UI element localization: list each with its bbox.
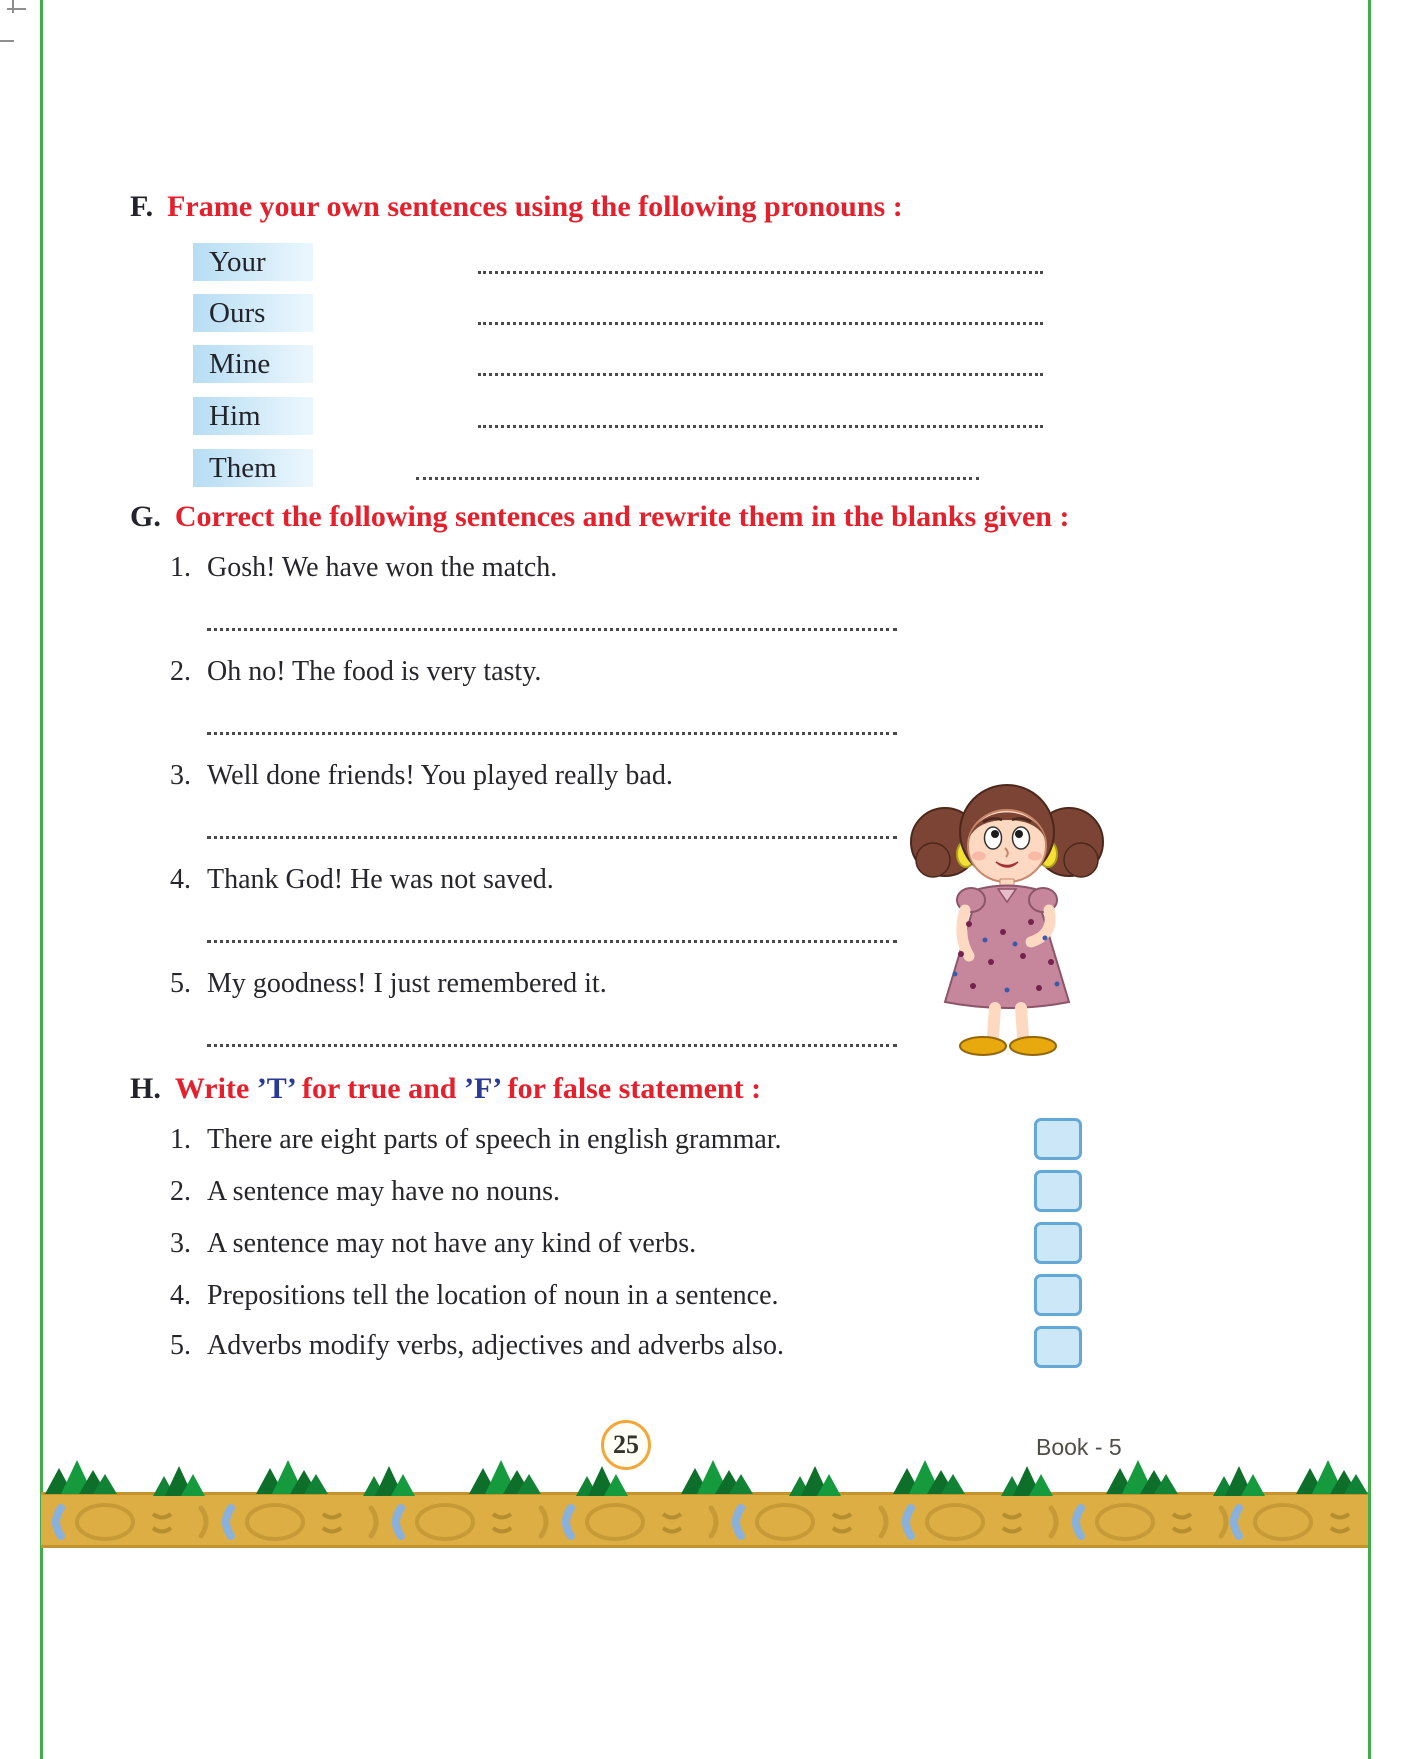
answer-blank-line <box>207 940 897 943</box>
section-title: Frame your own sentences using the following pronouns : <box>167 190 903 223</box>
exercise-sentence <box>170 656 541 688</box>
item-text: Adverbs modify verbs, adjectives and adverbs also. <box>207 1330 784 1361</box>
item-text: There are eight parts of speech in english grammar. <box>207 1124 782 1155</box>
item-number: 1. <box>170 1124 191 1155</box>
true-letter: ’T’ <box>256 1072 295 1105</box>
pronoun-chip: Him <box>193 397 313 435</box>
answer-blank-line <box>478 425 1043 428</box>
item-text: Prepositions tell the location of noun in a sentence. <box>207 1280 779 1311</box>
answer-blank-line <box>207 628 897 631</box>
item-text: A sentence may have no nouns. <box>207 1176 561 1207</box>
exercise-sentence <box>170 864 554 896</box>
exercise-sentence <box>170 552 557 584</box>
item-text: A sentence may not have any kind of verbs. <box>207 1228 697 1259</box>
true-false-statement <box>170 1124 782 1156</box>
item-text: My goodness! I just remembered it. <box>207 968 607 999</box>
item-number: 5. <box>170 1330 191 1361</box>
item-text: Gosh! We have won the match. <box>207 552 558 583</box>
answer-blank-line <box>207 836 897 839</box>
page-number-badge <box>601 1420 651 1470</box>
section-h-heading <box>130 1072 761 1106</box>
section-letter: G. <box>130 500 161 533</box>
true-false-box <box>1034 1222 1082 1264</box>
true-false-statement <box>170 1280 779 1312</box>
true-false-box <box>1034 1170 1082 1212</box>
item-number: 2. <box>170 1176 191 1207</box>
section-title: Write ’T’ for true and ’F’ for false statement : <box>174 1072 762 1105</box>
item-number: 3. <box>170 1228 191 1259</box>
pronoun-chip: Your <box>193 243 313 281</box>
item-number: 2. <box>170 656 191 687</box>
item-number: 4. <box>170 1280 191 1311</box>
item-text: Oh no! The food is very tasty. <box>207 656 542 687</box>
page-number: 25 <box>613 1430 639 1459</box>
answer-blank-line <box>478 322 1043 325</box>
girl-illustration <box>903 762 1111 1067</box>
true-false-statement <box>170 1176 560 1208</box>
item-number: 5. <box>170 968 191 999</box>
true-false-statement <box>170 1330 784 1362</box>
item-number: 3. <box>170 760 191 791</box>
section-letter: H. <box>130 1072 161 1105</box>
footer-decoration <box>41 1460 1368 1548</box>
book-label: Book - 5 <box>1036 1434 1122 1460</box>
item-number: 4. <box>170 864 191 895</box>
pronoun-chip: Them <box>193 449 313 487</box>
true-false-box <box>1034 1118 1082 1160</box>
crop-mark <box>7 8 26 10</box>
true-false-box <box>1034 1274 1082 1316</box>
section-letter: F. <box>130 190 154 223</box>
section-g-heading <box>130 500 1069 534</box>
answer-blank-line <box>207 732 897 735</box>
true-false-box <box>1034 1326 1082 1368</box>
exercise-sentence <box>170 760 673 792</box>
crop-mark <box>0 40 14 42</box>
answer-blank-line <box>478 271 1043 274</box>
answer-blank-line <box>207 1044 897 1047</box>
false-letter: ’F’ <box>463 1072 501 1105</box>
section-title: Correct the following sentences and rewrite them in the blanks given : <box>174 500 1070 533</box>
answer-blank-line <box>478 373 1043 376</box>
item-text: Thank God! He was not saved. <box>207 864 554 895</box>
answer-blank-line <box>416 477 979 480</box>
item-number: 1. <box>170 552 191 583</box>
pronoun-chip: Ours <box>193 294 313 332</box>
true-false-statement <box>170 1228 696 1260</box>
crop-mark <box>12 0 14 13</box>
exercise-sentence <box>170 968 607 1000</box>
section-f-heading <box>130 190 903 224</box>
pronoun-chip: Mine <box>193 345 313 383</box>
right-margin-rule <box>1368 0 1371 1759</box>
item-text: Well done friends! You played really bad. <box>207 760 673 791</box>
